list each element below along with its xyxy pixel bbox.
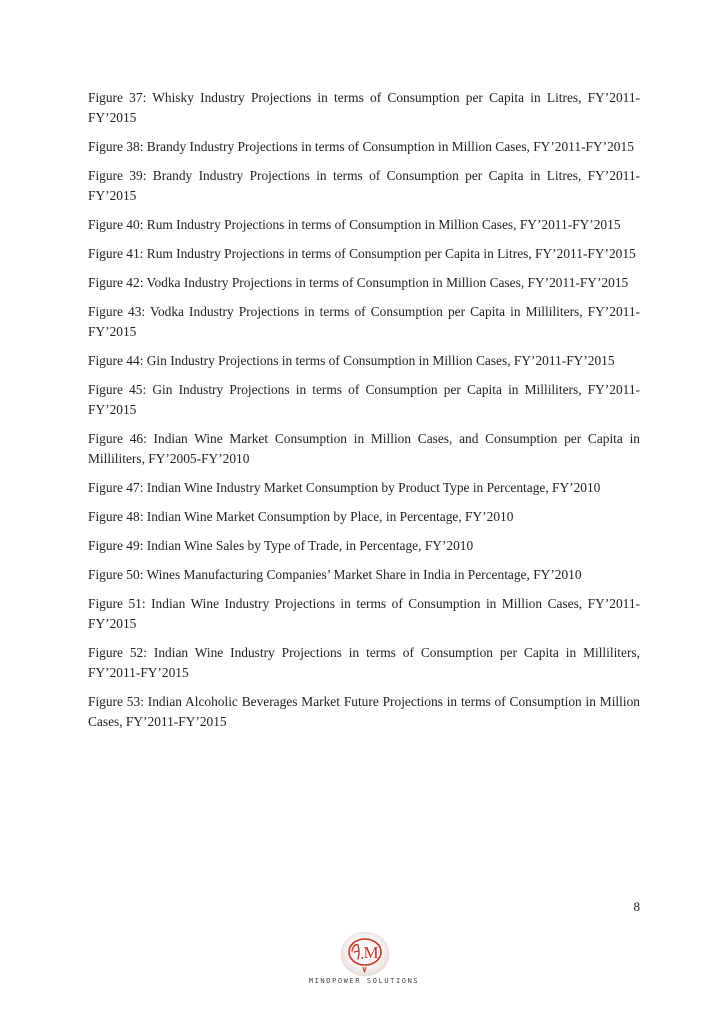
figure-entry-50: Figure 50: Wines Manufacturing Companies’ Market Share in India in Percentage, FY’2010	[88, 567, 582, 582]
figure-entry-40: Figure 40: Rum Industry Projections in terms of Consumption in Million Cases, FY’2011-FY’2015	[88, 217, 621, 232]
figure-entry-49: Figure 49: Indian Wine Sales by Type of Trade, in Percentage, FY’2010	[88, 538, 474, 553]
figure-entry-47: Figure 47: Indian Wine Industry Market Consumption by Product Type in Percentage, FY’2010	[88, 480, 601, 495]
figure-entry-51: Figure 51: Indian Wine Industry Projections in terms of Consumption in Million Cases, FY’2011-FY’2015	[88, 596, 640, 631]
figure-entry-39: Figure 39: Brandy Industry Projections in terms of Consumption per Capita in Litres, FY’2011-FY’2015	[88, 168, 640, 203]
figure-entry-46: Figure 46: Indian Wine Market Consumption in Million Cases, and Consumption per Capita in Milliliters, FY’2005-FY’2010	[88, 431, 640, 466]
figure-entry-52: Figure 52: Indian Wine Industry Projections in terms of Consumption per Capita in Milliliters, FY’2011-FY’2015	[88, 645, 640, 680]
list-of-figures	[88, 88, 640, 741]
figure-entry-44: Figure 44: Gin Industry Projections in terms of Consumption in Million Cases, FY’2011-FY’2015	[88, 353, 615, 368]
mindpower-logo-icon	[339, 928, 391, 980]
company-name: MINDPOWER SOLUTIONS	[308, 977, 420, 985]
figure-entry-42: Figure 42: Vodka Industry Projections in terms of Consumption in Million Cases, FY’2011-FY’2015	[88, 275, 629, 290]
figure-entry-45: Figure 45: Gin Industry Projections in terms of Consumption per Capita in Milliliters, FY’2011-FY’2015	[88, 382, 640, 417]
figure-entry-53: Figure 53: Indian Alcoholic Beverages Market Future Projections in terms of Consumption in Million Cases, FY’2011-FY’2015	[88, 694, 640, 729]
page-number: 8	[633, 899, 640, 914]
figure-entry-37: Figure 37: Whisky Industry Projections in terms of Consumption per Capita in Litres, FY’2011-FY’2015	[88, 90, 640, 125]
company-logo	[300, 928, 428, 992]
figure-entry-43: Figure 43: Vodka Industry Projections in terms of Consumption per Capita in Milliliters, FY’2011-FY’2015	[88, 304, 640, 339]
figure-entry-38: Figure 38: Brandy Industry Projections in terms of Consumption in Million Cases, FY’2011-FY’2015	[88, 139, 634, 154]
figure-entry-48: Figure 48: Indian Wine Market Consumption by Place, in Percentage, FY’2010	[88, 509, 514, 524]
figure-entry-41: Figure 41: Rum Industry Projections in terms of Consumption per Capita in Litres, FY’2011-FY’2015	[88, 246, 636, 261]
logo-mark-letter: M	[363, 943, 379, 962]
